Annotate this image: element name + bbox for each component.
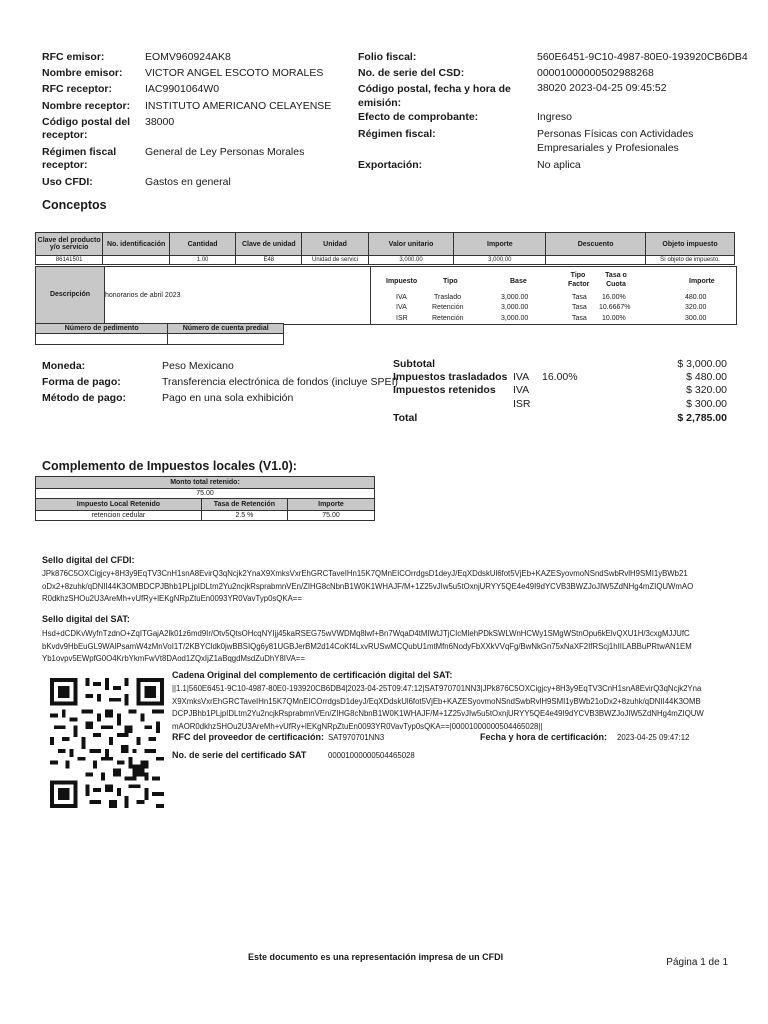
moneda-label: Moneda:: [42, 360, 86, 372]
tax-col-base: Base: [510, 278, 527, 285]
tax-col-impuesto: Impuesto: [386, 278, 418, 285]
retenido-iva-amount: $ 320.00: [686, 384, 727, 396]
cp-receptor-value: 38000: [145, 116, 175, 128]
folio-fiscal-value: 560E6451-9C10-4987-80E0-193920CB6DB4: [537, 51, 748, 63]
tax-base: 3,000.00: [501, 315, 529, 322]
descripcion-label: Descripción: [49, 291, 91, 298]
col-impuesto-local: Impuesto Local Retenido: [36, 499, 202, 511]
trasladados-rate: 16.00%: [542, 371, 578, 383]
tax-col-tasa: Tasa o Cuota: [605, 272, 627, 288]
trasladados-label: Impuestos trasladados: [393, 371, 508, 383]
col-clave-unidad: Clave de unidad: [236, 233, 302, 256]
col-importe-local: Importe: [287, 499, 374, 511]
sello-cfdi-line: R0dkhzSHOu2U3AreMh+vUfRy+lEKgNRpZtuEn0093YR0VavTyp0sQKA==: [42, 594, 302, 604]
cadena-line: DCPJBhb1PLjpIDLtm2Yu2ncjkRsprabmnVEn/ZIHG8cNbnB1W0K1WHAJF/M+1Z25vJIw5u5tOxnjURYY5QE4e49I9dYCVB3BWZJoJIW5ZdNHg4mZIQUW: [172, 709, 704, 719]
footer-note: Este documento es una representación impresa de un CFDI: [248, 952, 504, 962]
cuenta-predial-label: Número de cuenta predial: [168, 324, 284, 334]
tax-tipo: Retención: [432, 304, 464, 311]
total-value: $ 2,785.00: [677, 412, 727, 424]
serie-sat-label: No. de serie del certificado SAT: [172, 750, 307, 760]
cell-objeto-impuesto: Sí objeto de impuesto.: [646, 256, 735, 265]
table-row: [36, 511, 375, 521]
page-number: Página 1 de 1: [666, 957, 728, 968]
retenido-isr-tax: ISR: [513, 398, 531, 410]
cadena-text: [172, 683, 742, 733]
rfc-proveedor-value: SAT970701NN3: [328, 733, 385, 742]
exportacion-value: No aplica: [537, 159, 581, 171]
sello-sat-text: [42, 628, 742, 666]
tax-factor: Tasa: [572, 304, 587, 311]
sello-cfdi-text: [42, 568, 742, 606]
moneda-value: Peso Mexicano: [162, 360, 234, 372]
cadena-label: Cadena Original del complemento de certificación digital del SAT:: [172, 670, 453, 680]
sello-cfdi-line: oDx2+8zuhk/qDNII44K3OMBDCPJBhb1PLjpIDLtm2Yu2ncjkRsprabmnVEn/ZIHG8cNbnB1W0K1WHAJF/M+1Z25vJIw5u5tOxnjURYY5QE4e49I9dYCVB3BWZJoJIW5ZdNHg4mZIQUWmAO: [42, 581, 694, 591]
monto-total-value: 75.00: [36, 489, 375, 499]
cuenta-predial-value: [168, 334, 284, 345]
descripcion-label-cell: [35, 266, 105, 325]
tax-tasa: 10.00%: [602, 315, 626, 322]
cell-cantidad: 1.00: [169, 256, 235, 265]
cell-no-identificacion: [103, 256, 170, 265]
fecha-certificacion-value: 2023-04-25 09:47:12: [617, 733, 690, 742]
total-label: Total: [393, 412, 418, 424]
col-importe: Importe: [454, 233, 546, 256]
serie-csd-value: 00001000000502988268: [537, 67, 654, 79]
cell-valor-unitario: 3,000.00: [368, 256, 454, 265]
qr-code-icon: [50, 678, 164, 808]
descripcion-text: honorarios de abril 2023: [105, 292, 181, 299]
cell-impuesto-local: retencion cedular: [36, 511, 202, 521]
tax-base: 3,000.00: [501, 304, 529, 311]
cadena-line: mAOR0dkhzSHOu2U3AreMh+vUfRy+lEKgNRpZtuEn0093YR0VavTyp0sQKA==|00001000000504465028||: [172, 721, 543, 731]
tax-col-tipo: Tipo: [443, 278, 458, 285]
subtotal-label: Subtotal: [393, 358, 435, 370]
forma-pago-value: Transferencia electrónica de fondos (incluye SPEI): [162, 376, 398, 388]
tax-impuesto: ISR: [396, 315, 408, 322]
monto-total-label: Monto total retenido:: [36, 477, 375, 489]
conceptos-title: Conceptos: [42, 198, 107, 212]
sello-sat-line: Hsd+dCDKvWyfnTzdnO+ZqITGajA2lk01z6md9Ir/Otv5QtsOHcqNYIjj45kaRSEG75wVWDMq8lwf+Bn7WqaD4tMIWtJTjCIcMlehPDkSWLWnHCWy1SMgWStnOpu6kElvQXU1H/3cxgMJJUfC: [42, 629, 690, 638]
col-objeto-impuesto: Objeto impuesto: [646, 233, 735, 256]
col-cantidad: Cantidad: [169, 233, 235, 256]
col-unidad: Unidad: [302, 233, 368, 256]
col-descuento: Descuento: [546, 233, 646, 256]
conceptos-table: [35, 232, 735, 265]
pedimento-value: [36, 334, 168, 345]
retenidos-label: Impuestos retenidos: [393, 384, 496, 396]
metodo-pago-label: Método de pago:: [42, 392, 126, 404]
uso-cfdi-value: Gastos en general: [145, 176, 231, 188]
regimen-fiscal-value: Personas Físicas con Actividades Empresariales y Profesionales: [537, 128, 694, 154]
col-no-identificacion: No. identificación: [103, 233, 170, 256]
folio-fiscal-label: Folio fiscal:: [358, 51, 417, 63]
col-clave-producto: Clave del producto y/o servicio: [36, 233, 103, 256]
tax-tipo: Traslado: [434, 294, 461, 301]
sello-sat-label: Sello digital del SAT:: [42, 614, 130, 624]
trasladados-tax: IVA: [513, 371, 530, 383]
tax-impuesto: IVA: [396, 304, 407, 311]
rfc-receptor-label: RFC receptor:: [42, 83, 113, 95]
cp-fecha-value: 38020 2023-04-25 09:45:52: [537, 82, 667, 94]
tax-col-importe: Importe: [689, 278, 715, 285]
nombre-emisor-label: Nombre emisor:: [42, 67, 123, 79]
tax-base: 3,000.00: [501, 294, 529, 301]
complemento-table: [35, 476, 375, 521]
rfc-receptor-value: IAC9901064W0: [145, 83, 220, 95]
table-row: [36, 256, 735, 265]
tax-tasa: 10.6667%: [599, 304, 631, 311]
tax-tasa: 16.00%: [602, 294, 626, 301]
efecto-label: Efecto de comprobante:: [358, 111, 479, 123]
sello-cfdi-label: Sello digital del CFDI:: [42, 555, 135, 565]
tax-importe: 320.00: [685, 304, 707, 311]
col-tasa-retencion: Tasa de Retención: [201, 499, 287, 511]
fecha-certificacion-label: Fecha y hora de certificación:: [480, 732, 608, 742]
trasladados-amount: $ 480.00: [686, 371, 727, 383]
tax-importe: 480.00: [685, 294, 707, 301]
descripcion-cell: [103, 266, 370, 325]
metodo-pago-value: Pago en una sola exhibición: [162, 392, 294, 404]
retenido-iva-tax: IVA: [513, 384, 530, 396]
tax-impuesto: IVA: [396, 294, 407, 301]
pedimento-label: Número de pedimento: [36, 324, 168, 334]
tax-importe: 300.00: [685, 315, 707, 322]
regimen-receptor-value: General de Ley Personas Morales: [145, 146, 305, 158]
cp-receptor-label: Código postal del receptor:: [42, 116, 131, 141]
nombre-receptor-value: INSTITUTO AMERICANO CELAYENSE: [145, 100, 332, 112]
rfc-emisor-label: RFC emisor:: [42, 51, 105, 63]
rfc-emisor-value: EOMV960924AK8: [145, 51, 231, 63]
tax-tipo: Retención: [432, 315, 464, 322]
cell-clave-unidad: E48: [236, 256, 302, 265]
rfc-proveedor-label: RFC del proveedor de certificación:: [172, 732, 325, 742]
tax-factor: Tasa: [572, 294, 587, 301]
cell-importe-local: 75.00: [287, 511, 374, 521]
pedimento-table: [35, 323, 284, 345]
sello-sat-line: Yb1ovpv5EWpfG0O4KrbYkmFwVt8DAod1ZQxIjZ1aBqgdMsdZuDhY8IVA==: [42, 654, 305, 664]
cell-importe: 3,000.00: [454, 256, 546, 265]
sello-sat-line: bKvdv9HbEuGL9WAlPsamW4zMnVoI1T/2KBYCldk0jwBBSIQg6y81UGBJerBM2d14CoKf4LxvRUSwMCQubU1mtMfn6NodyFbXXkVVqFg/BwNkGn75xNaXF2IfRScj1hIILABBuPRtwAN1EM: [42, 641, 692, 651]
cp-fecha-label: Código postal, fecha y hora de emisión:: [358, 83, 511, 109]
serie-csd-label: No. de serie del CSD:: [358, 67, 465, 79]
forma-pago-label: Forma de pago:: [42, 376, 121, 388]
nombre-emisor-value: VICTOR ANGEL ESCOTO MORALES: [145, 67, 324, 79]
cell-clave-producto: 86141501: [36, 256, 103, 265]
serie-sat-value: 00001000000504465028: [328, 751, 415, 760]
cadena-line: ||1.1|560E6451-9C10-4987-80E0-193920CB6DB4|2023-04-25T09:47:12|SAT970701NN3|JPk876C5OXCigjcy+8H3y9EqTV3CnH1snA8EvirQ3qNcjk2Yna: [172, 684, 702, 693]
cadena-line: X9XmksVxrEhGRCTaveIHn15K7QMnEICOrrdgsD1deyJ/EqXDdskUl6fot5VjEb+KAZESyovmoNSndSwbRvlH9SMI1yBWb21oDx2+8zuhk/qDNII44K3OMB: [172, 696, 701, 706]
uso-cfdi-label: Uso CFDI:: [42, 176, 93, 188]
cell-descuento: [546, 256, 646, 265]
col-valor-unitario: Valor unitario: [368, 233, 454, 256]
exportacion-label: Exportación:: [358, 159, 423, 171]
impuestos-subtable: [370, 266, 737, 325]
efecto-value: Ingreso: [537, 111, 573, 123]
complemento-title: Complemento de Impuestos locales (V1.0):: [42, 459, 297, 473]
tax-factor: Tasa: [572, 315, 587, 322]
sello-cfdi-line: JPk876C5OXCigjcy+8H3y9EqTV3CnH1snA8EvirQ3qNcjk2YnaX9XmksVxrEhGRCTaveIHn15K7QMnEICOrrdgsD1deyJ/EqXDdskUl6fot5VjEb+KAZESyovmoNSndSwbRvlH9SMI1yBWb21: [42, 569, 688, 578]
subtotal-value: $ 3,000.00: [677, 358, 727, 370]
regimen-fiscal-label: Régimen fiscal:: [358, 128, 436, 140]
nombre-receptor-label: Nombre receptor:: [42, 100, 131, 112]
cell-tasa-retencion: 2.5 %: [201, 511, 287, 521]
tax-col-factor: Tipo Factor: [568, 272, 590, 288]
cell-unidad: Unidad de servici: [302, 256, 368, 265]
retenido-isr-amount: $ 300.00: [686, 398, 727, 410]
regimen-receptor-label: Régimen fiscal receptor:: [42, 146, 117, 171]
